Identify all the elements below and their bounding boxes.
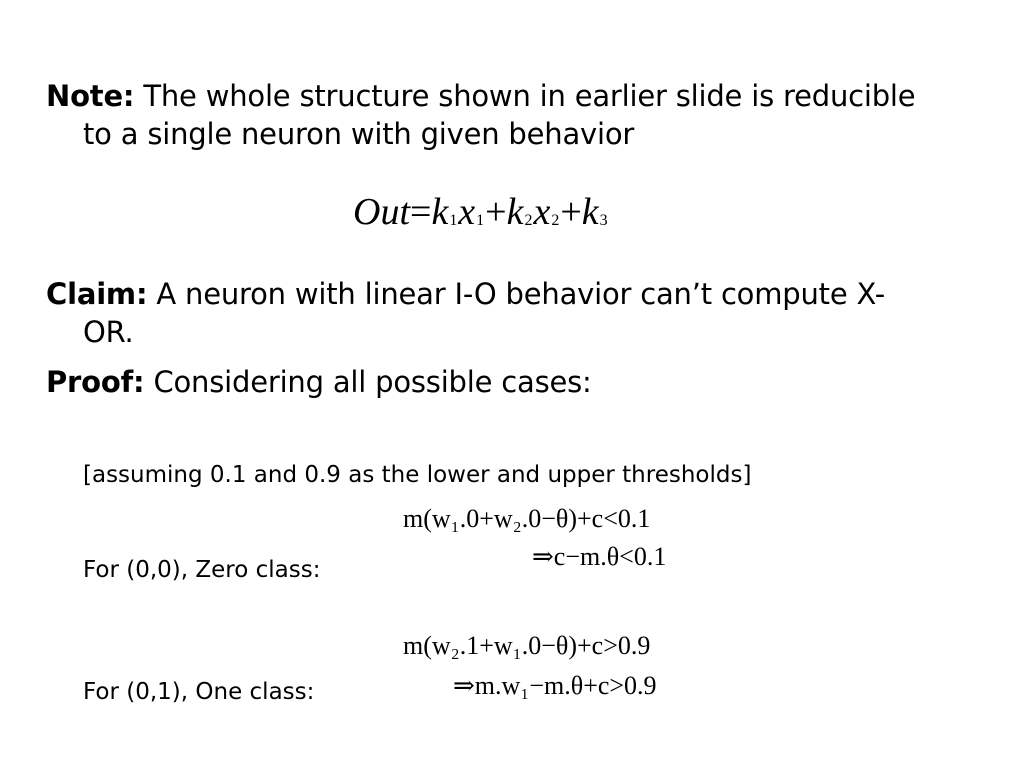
note-paragraph bbox=[46, 77, 986, 153]
eq-k2-sub: 2 bbox=[524, 211, 533, 229]
note-text-line2: to a single neuron with given behavior bbox=[83, 117, 635, 151]
eq-x1: x bbox=[458, 191, 476, 233]
claim-text-line2: OR. bbox=[83, 315, 134, 349]
case-zero-equation-2: ⇒c−m.θ<0.1 bbox=[532, 542, 667, 571]
eq-plus-1: + bbox=[485, 191, 507, 233]
eq-x2: x bbox=[533, 191, 551, 233]
output-equation bbox=[353, 193, 609, 231]
case-one-equation-1: m(w₂.1+w₁.0−θ)+c>0.9 bbox=[403, 631, 651, 660]
case-one-equation-2: ⇒m.w₁−m.θ+c>0.9 bbox=[453, 671, 657, 700]
claim-paragraph bbox=[46, 275, 986, 351]
case-zero-label: For (0,0), Zero class: bbox=[83, 557, 321, 583]
eq-plus-2: + bbox=[560, 191, 582, 233]
proof-paragraph bbox=[46, 363, 986, 401]
case-zero-equation-1: m(w₁.0+w₂.0−θ)+c<0.1 bbox=[403, 504, 651, 533]
note-label: Note: bbox=[46, 79, 135, 113]
claim-text-line1: A neuron with linear I-O behavior can’t compute X- bbox=[156, 277, 885, 311]
note-text-line1: The whole structure shown in earlier slide is reducible bbox=[143, 79, 916, 113]
eq-k3-sub: 3 bbox=[599, 211, 608, 229]
case-one-label: For (0,1), One class: bbox=[83, 679, 315, 705]
assumption-text: [assuming 0.1 and 0.9 as the lower and upper thresholds] bbox=[83, 462, 752, 488]
eq-out-lhs: Out bbox=[353, 191, 410, 233]
proof-text: Considering all possible cases: bbox=[153, 365, 592, 399]
eq-out-equals: = bbox=[410, 191, 432, 233]
proof-label: Proof: bbox=[46, 365, 145, 399]
eq-k1-sub: 1 bbox=[449, 211, 458, 229]
eq-k2: k bbox=[506, 191, 524, 233]
eq-k1: k bbox=[431, 191, 449, 233]
eq-x1-sub: 1 bbox=[476, 211, 485, 229]
eq-k3: k bbox=[581, 191, 599, 233]
eq-x2-sub: 2 bbox=[551, 211, 560, 229]
claim-label: Claim: bbox=[46, 277, 148, 311]
